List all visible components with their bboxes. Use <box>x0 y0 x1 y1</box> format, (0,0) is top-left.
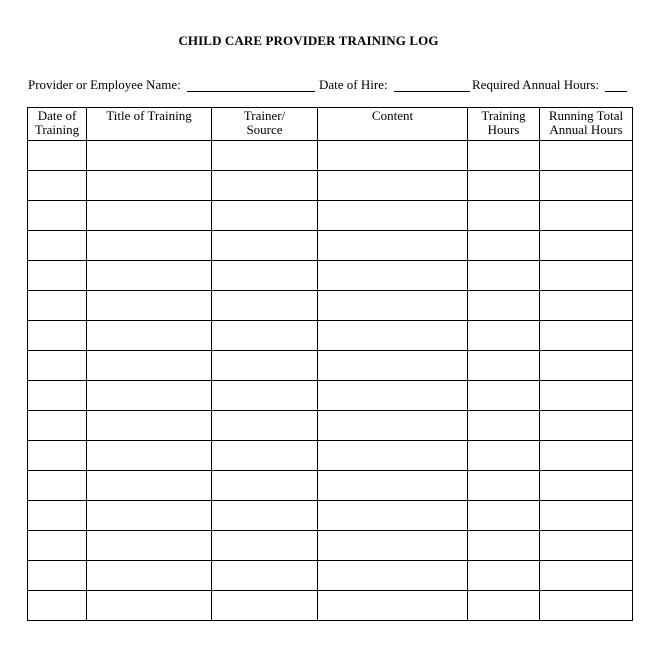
table-cell[interactable] <box>87 141 212 171</box>
column-header-content-text: Content <box>371 108 414 123</box>
table-cell[interactable] <box>468 291 540 321</box>
column-header-date <box>28 108 87 141</box>
table-cell[interactable] <box>28 291 87 321</box>
table-cell[interactable] <box>318 231 468 261</box>
column-header-training-hours-text: Training Hours <box>481 108 526 137</box>
table-cell[interactable] <box>212 321 318 351</box>
table-cell[interactable] <box>212 471 318 501</box>
table-cell[interactable] <box>318 411 468 441</box>
table-cell[interactable] <box>318 501 468 531</box>
table-cell[interactable] <box>540 591 633 621</box>
table-cell[interactable] <box>540 411 633 441</box>
column-header-training-hours <box>468 108 540 141</box>
column-header-trainer-text: Trainer/ Source <box>243 108 286 137</box>
required-hours-field <box>472 77 627 93</box>
table-cell[interactable] <box>212 531 318 561</box>
table-row <box>28 531 633 561</box>
column-header-date-text: Date of Training <box>34 108 80 137</box>
table-cell[interactable] <box>87 441 212 471</box>
table-row <box>28 231 633 261</box>
table-cell[interactable] <box>28 201 87 231</box>
table-cell[interactable] <box>540 531 633 561</box>
table-cell[interactable] <box>318 201 468 231</box>
table-cell[interactable] <box>212 201 318 231</box>
table-cell[interactable] <box>468 351 540 381</box>
training-log-table <box>27 107 633 621</box>
header-fields <box>28 77 638 95</box>
table-cell[interactable] <box>28 441 87 471</box>
table-cell[interactable] <box>540 291 633 321</box>
table-cell[interactable] <box>468 441 540 471</box>
table-row <box>28 591 633 621</box>
provider-name-label: Provider or Employee Name: <box>28 77 181 92</box>
table-cell[interactable] <box>87 261 212 291</box>
table-cell[interactable] <box>318 561 468 591</box>
date-of-hire-label: Date of Hire: <box>319 77 388 92</box>
table-cell[interactable] <box>212 171 318 201</box>
table-cell[interactable] <box>540 471 633 501</box>
table-row <box>28 351 633 381</box>
table-cell[interactable] <box>87 411 212 441</box>
table-row <box>28 261 633 291</box>
table-cell[interactable] <box>212 231 318 261</box>
table-body <box>28 141 633 621</box>
table-cell[interactable] <box>212 441 318 471</box>
table-cell[interactable] <box>28 411 87 441</box>
date-of-hire-input-line[interactable] <box>394 79 470 92</box>
table-cell[interactable] <box>87 351 212 381</box>
table-cell[interactable] <box>318 171 468 201</box>
table-cell[interactable] <box>87 591 212 621</box>
table-cell[interactable] <box>28 561 87 591</box>
table-row <box>28 381 633 411</box>
table-cell[interactable] <box>28 351 87 381</box>
table-cell[interactable] <box>468 231 540 261</box>
table-row <box>28 471 633 501</box>
table-cell[interactable] <box>212 591 318 621</box>
table-cell[interactable] <box>468 561 540 591</box>
table-cell[interactable] <box>540 381 633 411</box>
table-cell[interactable] <box>28 381 87 411</box>
column-header-title-text: Title of Training <box>106 108 192 123</box>
date-of-hire-field <box>319 77 470 93</box>
table-cell[interactable] <box>28 471 87 501</box>
table-cell[interactable] <box>318 141 468 171</box>
table-row <box>28 141 633 171</box>
table-cell[interactable] <box>87 231 212 261</box>
table-cell[interactable] <box>540 171 633 201</box>
table-cell[interactable] <box>212 411 318 441</box>
table-cell[interactable] <box>318 531 468 561</box>
table-cell[interactable] <box>468 411 540 441</box>
table-cell[interactable] <box>28 501 87 531</box>
provider-name-field <box>28 77 315 93</box>
table-cell[interactable] <box>28 231 87 261</box>
table-row <box>28 321 633 351</box>
table-cell[interactable] <box>540 141 633 171</box>
table-cell[interactable] <box>212 501 318 531</box>
column-header-trainer <box>212 108 318 141</box>
table-cell[interactable] <box>28 321 87 351</box>
table-cell[interactable] <box>87 171 212 201</box>
table-cell[interactable] <box>318 351 468 381</box>
table-cell[interactable] <box>28 261 87 291</box>
page-title: CHILD CARE PROVIDER TRAINING LOG <box>178 33 439 48</box>
table-cell[interactable] <box>318 261 468 291</box>
table-cell[interactable] <box>540 261 633 291</box>
table-row <box>28 441 633 471</box>
table-cell[interactable] <box>212 351 318 381</box>
table-cell[interactable] <box>212 141 318 171</box>
table-cell[interactable] <box>468 501 540 531</box>
table-header-row <box>28 108 633 141</box>
table-row <box>28 201 633 231</box>
table-cell[interactable] <box>87 561 212 591</box>
table-cell[interactable] <box>212 261 318 291</box>
table-cell[interactable] <box>318 381 468 411</box>
column-header-running-total-text: Running Total Annual Hours <box>548 108 624 137</box>
table-cell[interactable] <box>540 201 633 231</box>
table-cell[interactable] <box>28 591 87 621</box>
table-cell[interactable] <box>468 201 540 231</box>
table-cell[interactable] <box>318 291 468 321</box>
table-cell[interactable] <box>540 351 633 381</box>
table-cell[interactable] <box>468 321 540 351</box>
table-cell[interactable] <box>87 321 212 351</box>
table-cell[interactable] <box>28 531 87 561</box>
table-cell[interactable] <box>87 501 212 531</box>
table-cell[interactable] <box>468 261 540 291</box>
table-cell[interactable] <box>468 471 540 501</box>
table-cell[interactable] <box>212 291 318 321</box>
table-row <box>28 291 633 321</box>
table-cell[interactable] <box>468 381 540 411</box>
required-hours-input-line[interactable] <box>605 79 627 92</box>
table-cell[interactable] <box>468 141 540 171</box>
table-cell[interactable] <box>318 321 468 351</box>
table-cell[interactable] <box>540 561 633 591</box>
table-row <box>28 561 633 591</box>
table-cell[interactable] <box>540 501 633 531</box>
table-cell[interactable] <box>212 381 318 411</box>
column-header-running-total <box>540 108 633 141</box>
table-cell[interactable] <box>540 231 633 261</box>
table-cell[interactable] <box>318 471 468 501</box>
table-cell[interactable] <box>468 171 540 201</box>
column-header-title <box>87 108 212 141</box>
column-header-content <box>318 108 468 141</box>
table-row <box>28 171 633 201</box>
table-row <box>28 501 633 531</box>
table-cell[interactable] <box>318 441 468 471</box>
table-cell[interactable] <box>87 381 212 411</box>
table-row <box>28 411 633 441</box>
table-cell[interactable] <box>468 591 540 621</box>
table-cell[interactable] <box>468 531 540 561</box>
table-cell[interactable] <box>87 471 212 501</box>
table-cell[interactable] <box>28 171 87 201</box>
table-cell[interactable] <box>28 141 87 171</box>
required-hours-label: Required Annual Hours: <box>472 77 600 92</box>
table-cell[interactable] <box>87 531 212 561</box>
table-cell[interactable] <box>318 591 468 621</box>
table-cell[interactable] <box>540 441 633 471</box>
table-cell[interactable] <box>212 561 318 591</box>
provider-name-input-line[interactable] <box>187 79 315 92</box>
table-cell[interactable] <box>540 321 633 351</box>
table-cell[interactable] <box>87 201 212 231</box>
table-cell[interactable] <box>87 291 212 321</box>
